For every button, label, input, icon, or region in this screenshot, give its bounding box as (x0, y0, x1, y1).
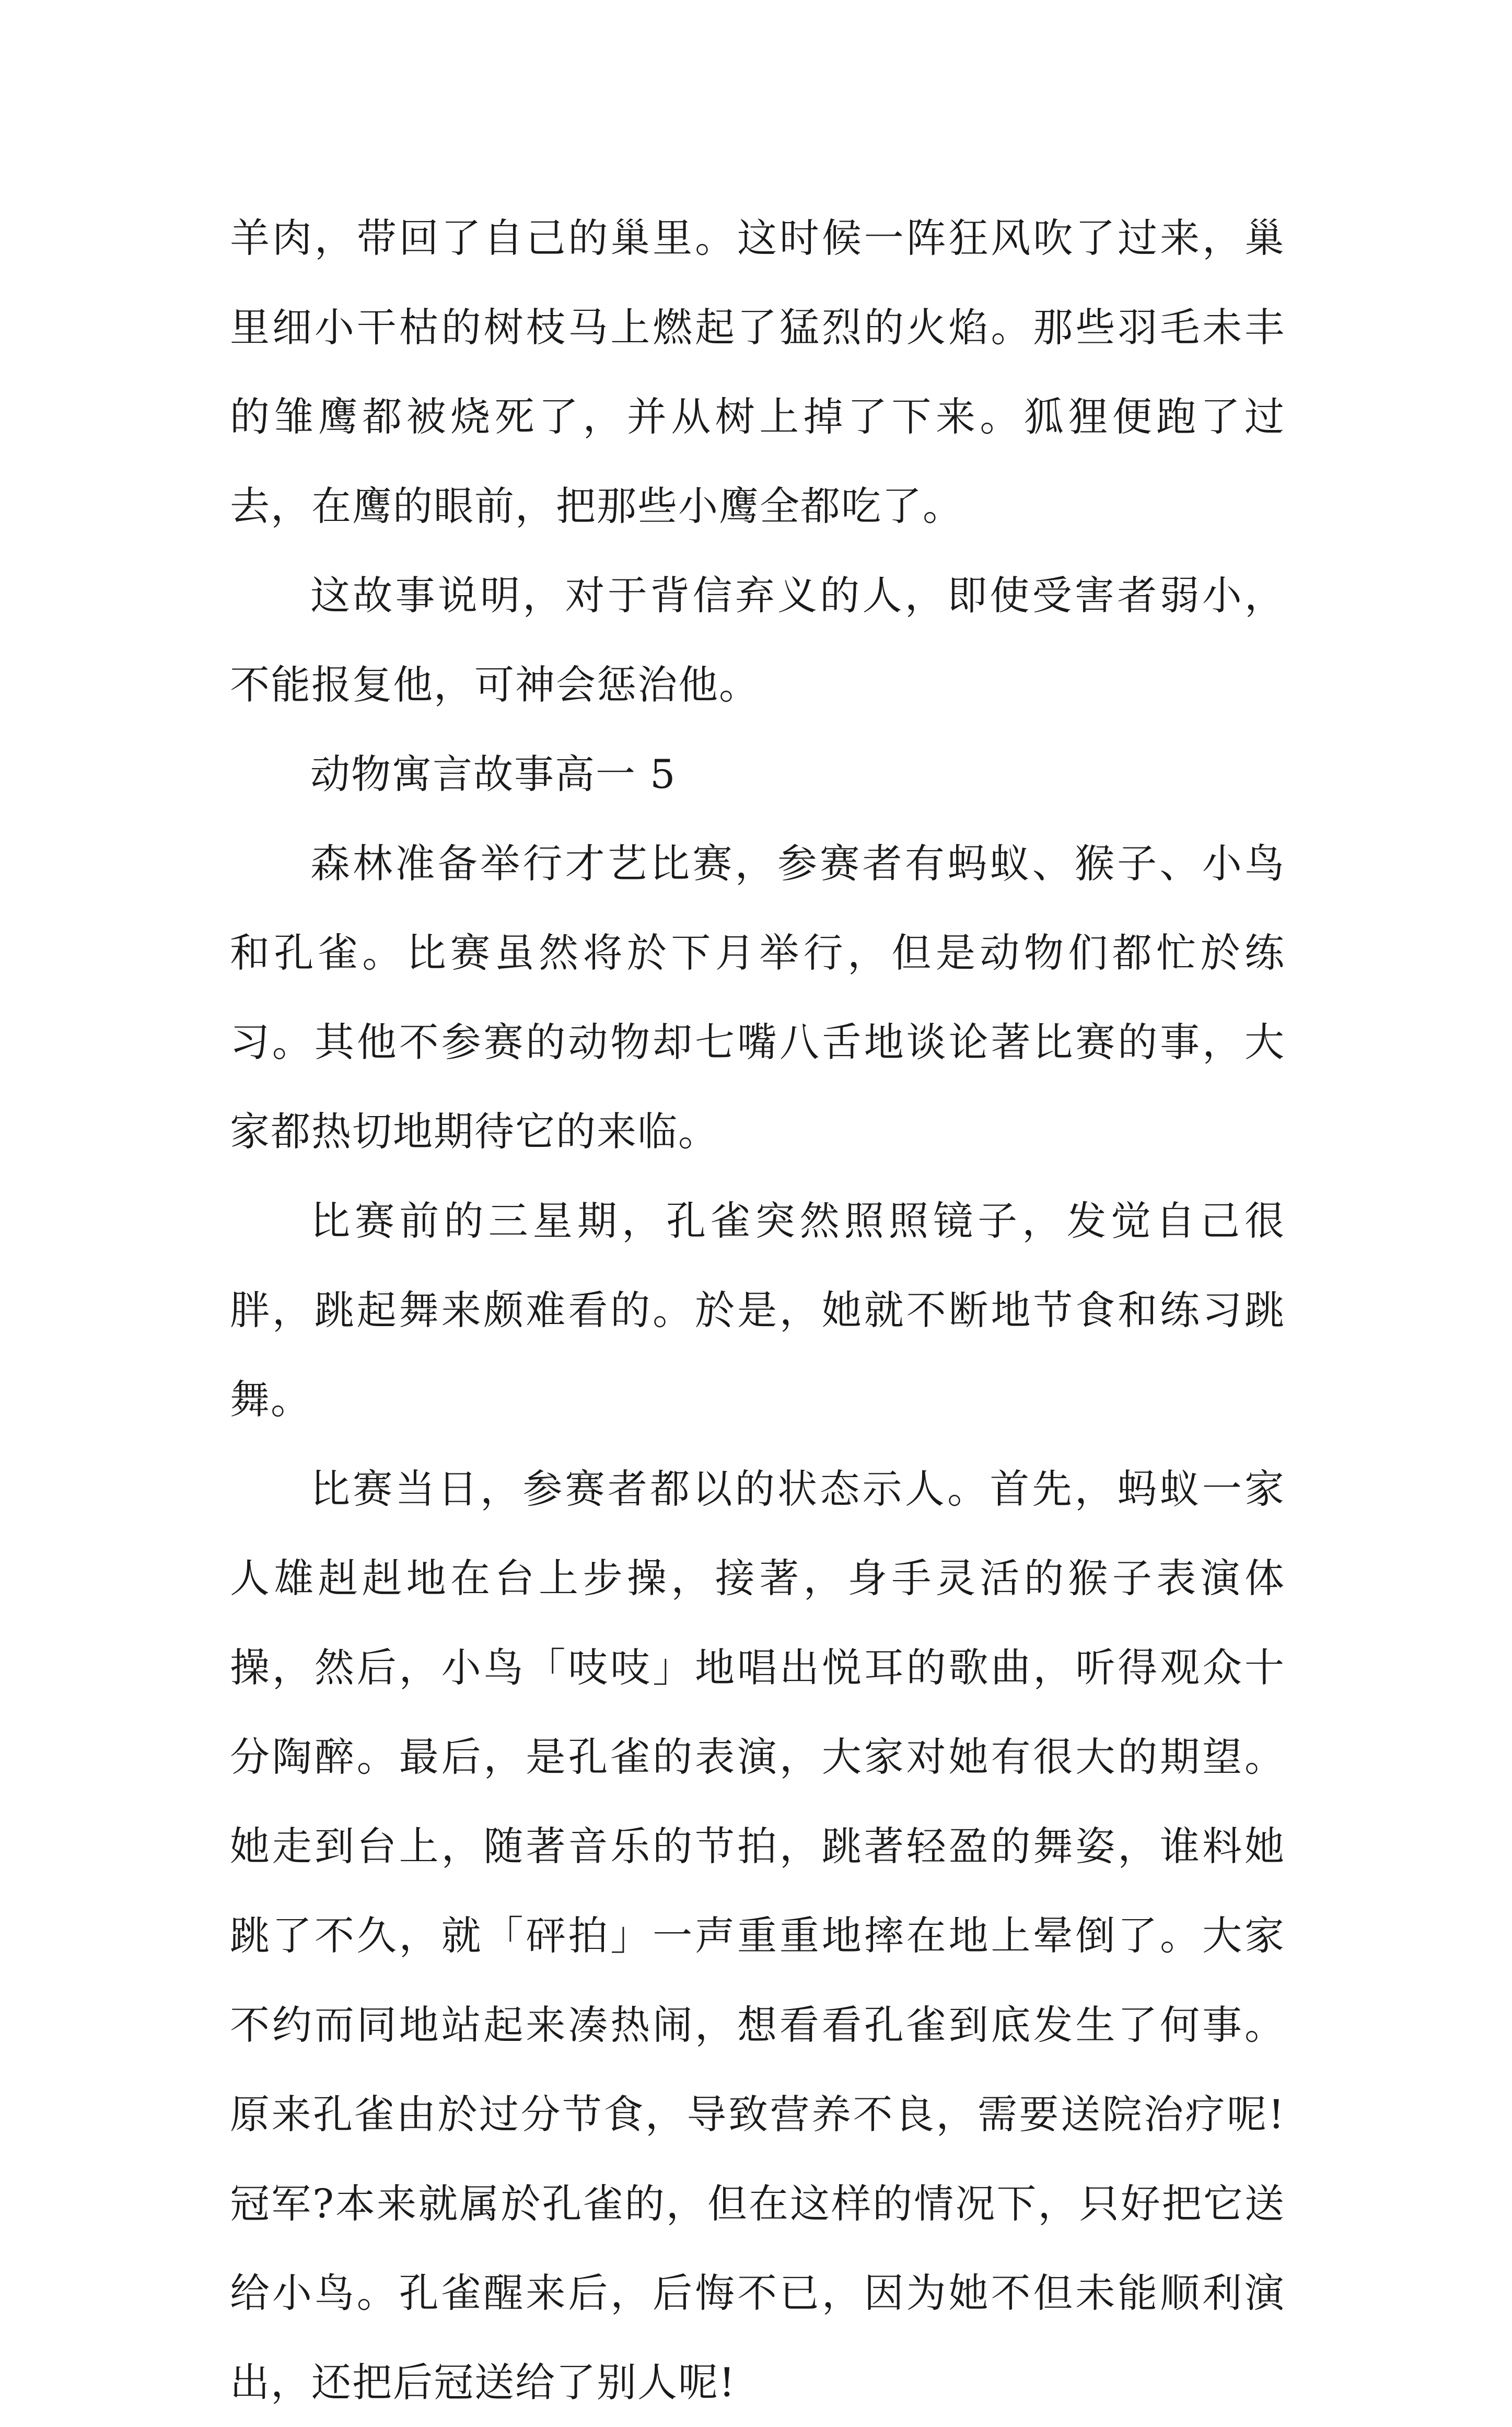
section-heading: 动物寓言故事高一 5 (310, 751, 677, 797)
paragraph-eagle-ending: 羊肉，带回了自己的巢里。这时候一阵狂风吹了过来，巢里细小干枯的树枝马上燃起了猛烈的火焰。那些羽毛未丰的雏鹰都被烧死了，并从树上掉了下来。狐狸便跑了过去，在鹰的眼前，把那些小鹰全都吃了。 (230, 215, 1285, 529)
paragraph-peacock-diet: 比赛前的三星期，孔雀突然照照镜子，发觉自己很胖，跳起舞来颇难看的。於是，她就不断地节食和练习跳舞。 (230, 1198, 1285, 1423)
paragraph-contest-day: 比赛当日，参赛者都以的状态示人。首先，蚂蚁一家人雄赳赳地在台上步操，接著，身手灵活的猴子表演体操，然后，小鸟「吱吱」地唱出悦耳的歌曲，听得观众十分陶醉。最后，是孔雀的表演，大家对她有很大的期望。她走到台上，随著音乐的节拍，跳著轻盈的舞姿，谁料她跳了不久，就「砰拍」一声重重地摔在地上晕倒了。大家不约而同地站起来凑热闹，想看看孔雀到底发生了何事。原来孔雀由於过分节食，导致营养不良，需要送院治疗呢!冠军?本来就属於孔雀的，但在这样的情况下，只好把它送给小鸟。孔雀醒来后，后悔不已，因为她不但未能顺利演出，还把后冠送给了别人呢! (230, 1466, 1285, 2406)
paragraph-moral: 这故事说明，对于背信弃义的人，即使受害者弱小，不能报复他，可神会惩治他。 (230, 572, 1285, 708)
document-body (230, 193, 1285, 2427)
paragraph-contest-intro: 森林准备举行才艺比赛，参赛者有蚂蚁、猴子、小鸟和孔雀。比赛虽然将於下月举行，但是动物们都忙於练习。其他不参赛的动物却七嘴八舌地谈论著比赛的事，大家都热切地期待它的来临。 (230, 840, 1285, 1155)
